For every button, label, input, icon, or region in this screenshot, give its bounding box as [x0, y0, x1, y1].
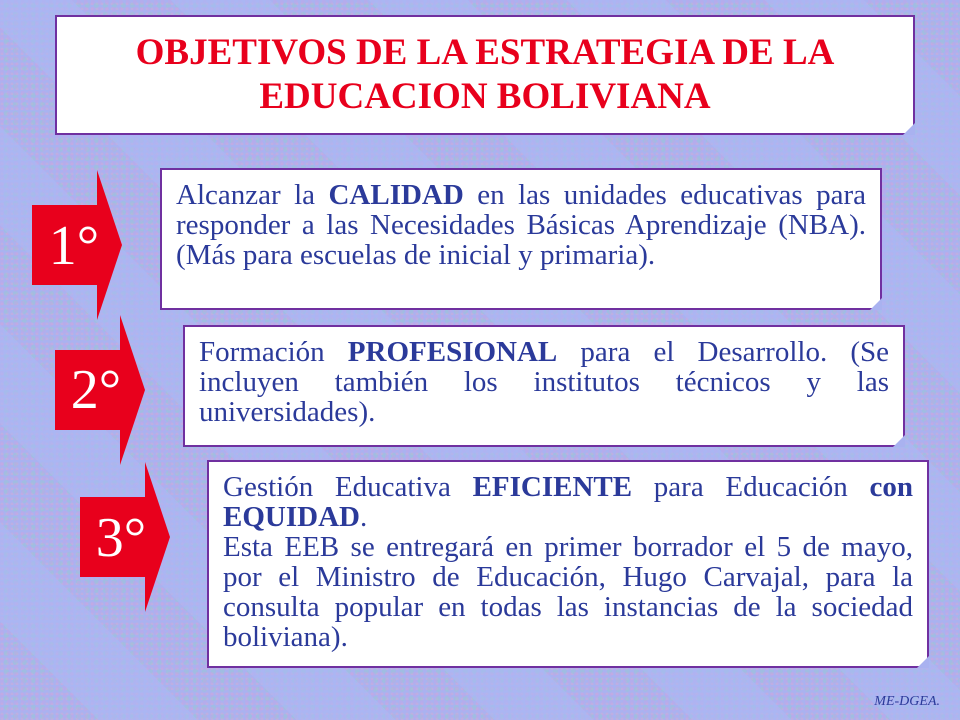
objective-3-note: Esta EEB se entregará en primer borrador el 5 de mayo, por el Ministro de Educación, Hugo Carvajal, para la consulta popular en todas las instancias de la sociedad boliviana). — [223, 531, 913, 653]
footer-credit: ME-DGEA. — [874, 694, 940, 709]
objective-1-keyword: CALIDAD — [328, 179, 464, 211]
objective-3-text: Gestión Educativa EFICIENTE para Educación con EQUIDAD. — [223, 471, 913, 533]
objective-2-text: Formación PROFESIONAL para el Desarrollo. (Se incluyen también los institutos técnicos y las universidades). — [199, 336, 889, 428]
objective-1-text: Alcanzar la CALIDAD en las unidades educativas para responder a las Necesidades Básicas Aprendizaje (NBA). (Más para escuelas de inicial y primaria). — [176, 179, 866, 271]
objective-3-keyword: EFICIENTE — [472, 471, 633, 503]
objective-2-keyword: PROFESIONAL — [347, 336, 558, 368]
title-box — [55, 15, 915, 135]
objective-3-box — [207, 460, 929, 668]
objective-2-box — [183, 325, 905, 447]
title-line-2: EDUCACION BOLIVIANA — [259, 76, 711, 117]
objective-1-number: 1° — [48, 215, 100, 277]
objective-3-keyword-2: con EQUIDAD — [223, 471, 913, 533]
title-line-1: OBJETIVOS DE LA ESTRATEGIA DE LA — [135, 32, 835, 73]
objective-1-box — [160, 168, 882, 310]
objective-2-number: 2° — [70, 359, 122, 421]
objective-3-number: 3° — [95, 507, 147, 569]
